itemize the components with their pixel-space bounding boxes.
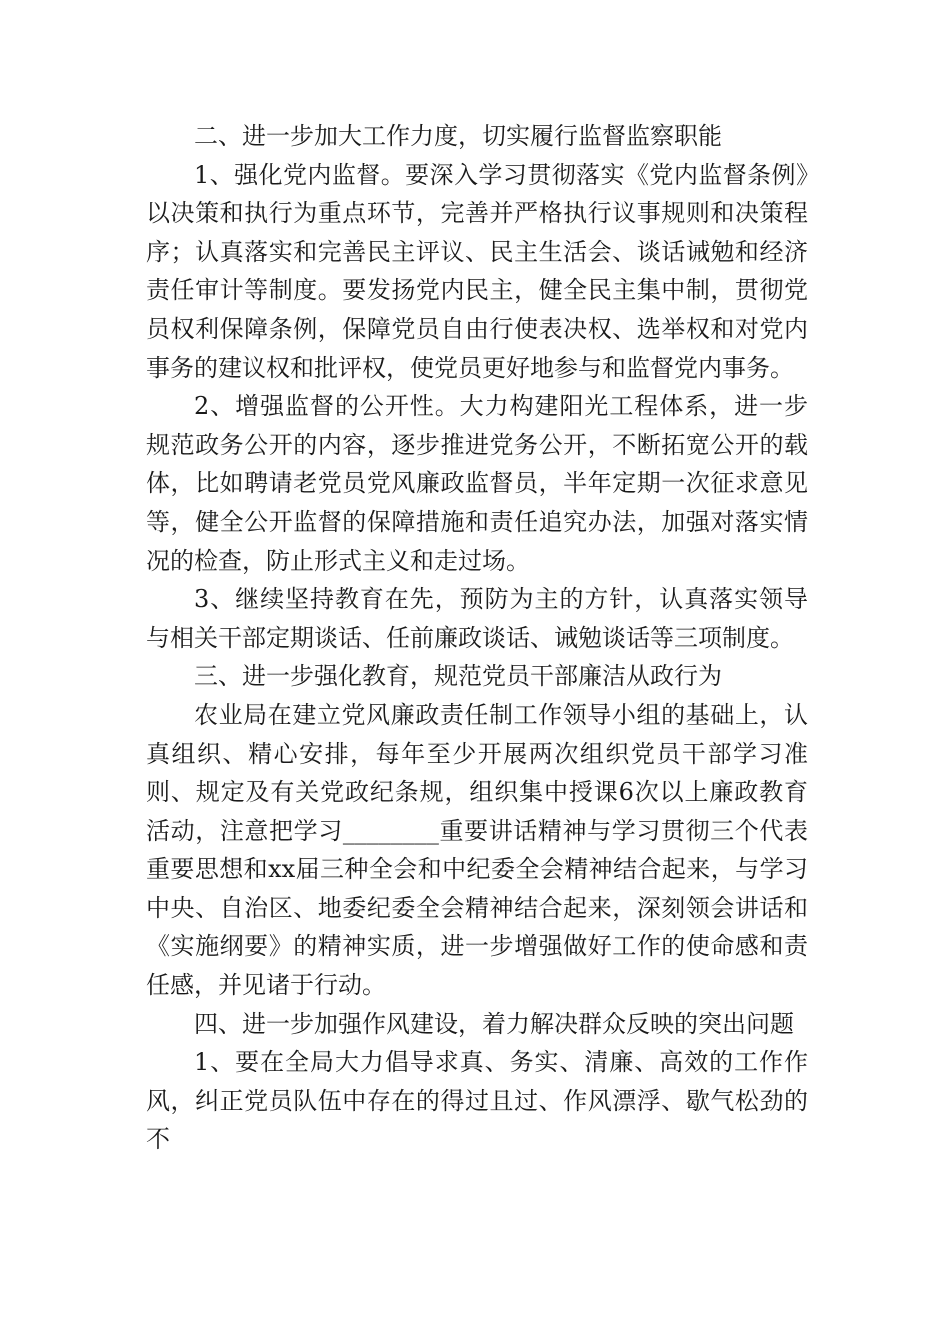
paragraph-work-style: 1、要在全局大力倡导求真、务实、清廉、高效的工作作风，纠正党员队伍中存在的得过且过、作风漂浮、歇气松劲的不: [146, 1048, 808, 1154]
paragraph-agriculture-bureau: 农业局在建立党风廉政责任制工作领导小组的基础上，认真组织、精心安排，每年至少开展两次组织党员干部学习准则、规定及有关党政纪条规，组织集中授课6次以上廉政教育活动，注意把学习________重要讲话精神与学习贯彻三个代表重要思想和xx届三种全会和中纪委全会精神结合起来，与学习中央、自治区、地委纪委全会精神结合起来，深刻领会讲话和《实施纲要》的精神实质，进一步增强做好工作的使命感和责任感，并见诸于行动。: [146, 700, 808, 1000]
document-page: [146, 117, 808, 1159]
section-heading-four: 四、进一步加强作风建设，着力解决群众反映的突出问题: [194, 1009, 794, 1038]
paragraph-education-first: 3、继续坚持教育在先，预防为主的方针，认真落实领导与相关干部定期谈话、任前廉政谈话、诫勉谈话等三项制度。: [146, 585, 808, 652]
section-heading-two: 二、进一步加大工作力度，切实履行监督监察职能: [194, 122, 722, 150]
paragraph-supervision-openness: 2、增强监督的公开性。大力构建阳光工程体系，进一步规范政务公开的内容，逐步推进党务公开，不断拓宽公开的载体，比如聘请老党员党风廉政监督员，半年定期一次征求意见等，健全公开监督的保障措施和责任追究办法，加强对落实情况的检查，防止形式主义和走过场。: [146, 392, 808, 575]
section-heading-three: 三、进一步强化教育，规范党员干部廉洁从政行为: [194, 662, 722, 691]
paragraph-party-supervision: 1、强化党内监督。要深入学习贯彻落实《党内监督条例》以决策和执行为重点环节，完善并严格执行议事规则和决策程序；认真落实和完善民主评议、民主生活会、谈话诫勉和经济责任审计等制度。要发扬党内民主，健全民主集中制，贯彻党员权利保障条例，保障党员自由行使表决权、选举权和对党内事务的建议权和批评权，使党员更好地参与和监督党内事务。: [146, 160, 808, 382]
